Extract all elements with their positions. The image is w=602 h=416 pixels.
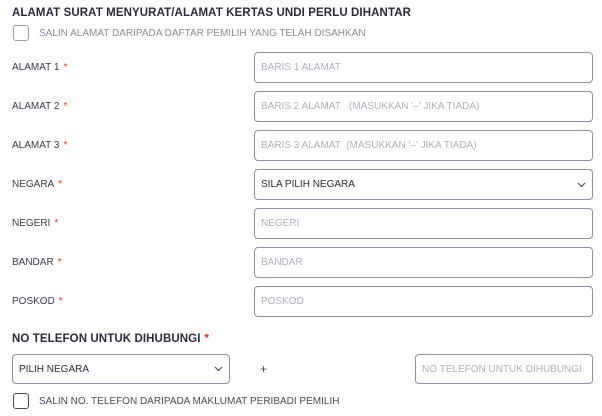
required-mark: * [57, 257, 62, 268]
copy-address-checkbox[interactable] [13, 25, 29, 41]
bandar-input[interactable] [254, 247, 593, 278]
negara-selected-value: SILA PILIH NEGARA [261, 179, 355, 190]
copy-phone-label: SALIN NO. TELEFON DARIPADA MAKLUMAT PERIBADI PEMILIH [39, 395, 340, 407]
phone-country-selected-value: PILIH NEGARA [19, 363, 90, 375]
poskod-input[interactable] [254, 286, 593, 317]
alamat-3-label [12, 140, 67, 152]
poskod-label-text: POSKOD [12, 296, 55, 307]
required-mark: * [58, 296, 63, 307]
negeri-input[interactable] [254, 208, 593, 239]
alamat-2-label-text: ALAMAT 2 [12, 101, 60, 112]
negara-select[interactable] [254, 169, 593, 200]
phone-number-input[interactable] [415, 354, 593, 384]
bandar-label [12, 257, 62, 269]
required-mark: * [58, 179, 63, 190]
address-section-title-text: ALAMAT SURAT MENYURAT/ALAMAT KERTAS UNDI PERLU DIHANTAR [12, 7, 412, 19]
alamat-3-label-text: ALAMAT 3 [12, 140, 60, 151]
required-mark: * [54, 218, 59, 229]
address-section-title [12, 7, 411, 19]
poskod-label [12, 296, 63, 308]
copy-phone-row[interactable] [13, 393, 339, 409]
phone-country-select[interactable] [12, 354, 230, 384]
required-mark: * [63, 140, 68, 151]
required-mark: * [63, 101, 68, 112]
alamat-1-label [12, 62, 67, 74]
negeri-label-text: NEGERI [12, 218, 51, 229]
phone-section-title-text: NO TELEFON UNTUK DIHUBUNGI [12, 333, 201, 345]
negara-label [12, 179, 62, 191]
phone-section-title [12, 333, 209, 345]
copy-address-label: SALIN ALAMAT DARIPADA DAFTAR PEMILIH YANG TELAH DISAHKAN [39, 27, 366, 39]
chevron-down-icon [213, 364, 223, 374]
alamat-3-input[interactable] [254, 130, 593, 161]
negeri-label [12, 218, 58, 230]
required-mark: * [204, 333, 210, 345]
chevron-down-icon [576, 180, 586, 190]
copy-address-row[interactable] [13, 25, 366, 41]
bandar-label-text: BANDAR [12, 257, 54, 268]
copy-phone-checkbox[interactable] [13, 393, 29, 409]
alamat-2-label [12, 101, 67, 113]
required-mark: * [63, 62, 68, 73]
negara-label-text: NEGARA [12, 179, 55, 190]
alamat-1-input[interactable] [254, 52, 593, 83]
alamat-2-input[interactable] [254, 91, 593, 122]
country-code-plus-sign: + [260, 362, 268, 376]
alamat-1-label-text: ALAMAT 1 [12, 62, 60, 73]
